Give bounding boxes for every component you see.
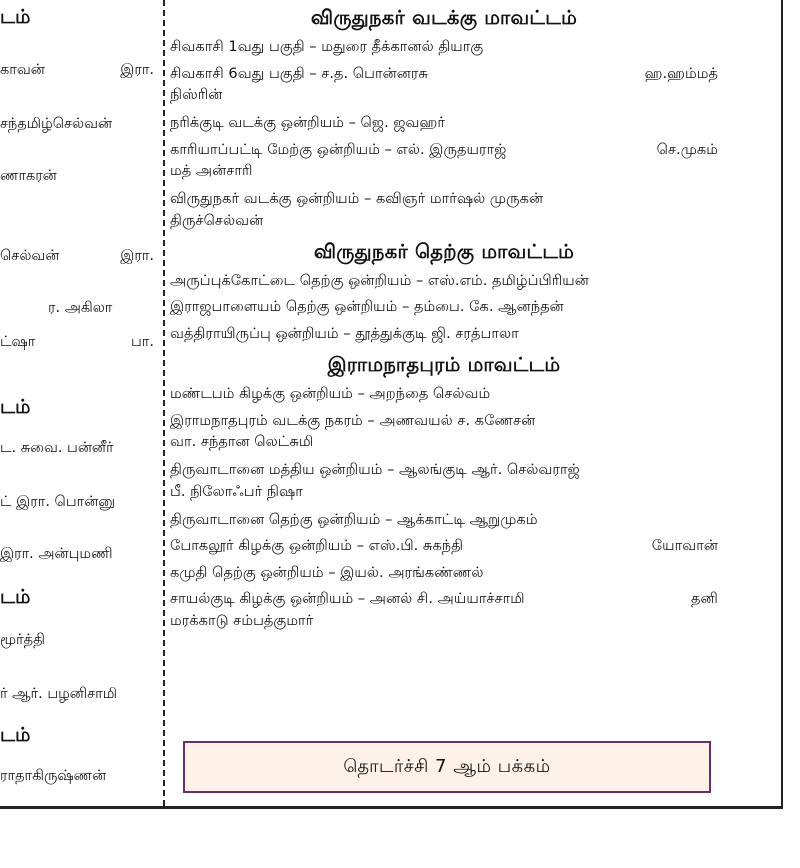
entry-continuation: வா. சந்தான லெட்சுமி (170, 433, 314, 450)
frame-right-border (781, 0, 783, 808)
left-entry-fragment: ர் ஆர். பழனிசாமி (0, 686, 117, 702)
entry-line: விருதுநகர் வடக்கு ஒன்றியம் – கவிஞர் மார்ஷல் முருகன் (170, 190, 544, 207)
entry-line: மண்டபம் கிழக்கு ஒன்றியம் – அறந்தை செல்வம் (170, 385, 491, 402)
entry-row (170, 269, 718, 293)
column-divider (163, 0, 165, 806)
frame-bottom-border (0, 806, 783, 809)
entry-row (170, 534, 718, 558)
entry-line: அருப்புக்கோட்டை தெற்கு ஒன்றியம் – எஸ்.எம். தமிழ்ப்பிரியன் (170, 271, 589, 289)
left-section-heading: டம் (0, 586, 31, 608)
left-entry-fragment: பா. (131, 334, 154, 350)
entry-row (170, 62, 718, 86)
entry-line: இராமநாதபுரம் வடக்கு நகரம் – அணவயல் ச. கணேசன் (170, 411, 536, 429)
entry-row (170, 458, 718, 482)
entry-row (170, 508, 718, 532)
left-entry-fragment: சந்தமிழ்செல்வன் (0, 116, 113, 132)
left-column-cropped (0, 0, 160, 808)
entry-row (170, 35, 718, 59)
entry-row (170, 561, 718, 585)
district-section (170, 351, 718, 634)
section-title: விருதுநகர் தெற்கு மாவட்டம் (313, 239, 575, 263)
left-entry-fragment: மூர்த்தி (0, 632, 45, 648)
district-section (170, 4, 718, 234)
left-entry-fragment: இரா. (120, 248, 154, 264)
left-section-heading: டம் (0, 6, 31, 28)
left-entry-fragment: ர. அகிலா (48, 300, 113, 316)
entry-row (170, 322, 718, 346)
entry-row (170, 138, 718, 162)
entry-row (170, 382, 718, 406)
right-column (170, 0, 718, 640)
entry-line: சிவகாசி 1வது பகுதி – மதுரை தீக்கானல் தியாகு (170, 38, 484, 55)
entry-continuation: திருச்செல்வன் (170, 211, 264, 229)
entry-line: போகலூர் கிழக்கு ஒன்றியம் – எஸ்.பி. சுகந்தி (170, 537, 464, 554)
continuation-text: தொடர்ச்சி 7 ஆம் பக்கம் (343, 755, 551, 777)
left-entry-fragment: ட்ஷா (0, 334, 36, 350)
section-title: இராமநாதபுரம் மாவட்டம் (327, 353, 561, 376)
left-entry-fragment: செல்வன் (0, 248, 60, 264)
entry-line: சிவகாசி 6வது பகுதி – ச.த. பொன்னரசு (170, 64, 428, 82)
left-entry-fragment: இரா. (120, 62, 154, 78)
entry-line: காரியாப்பட்டி மேற்கு ஒன்றியம் – எல். இருதயராஜ் (170, 140, 507, 158)
left-section-heading: டம் (0, 724, 31, 746)
entry-extra-name: ஹ.ஹம்மத் (644, 64, 718, 82)
entry-line: சாயல்குடி கிழக்கு ஒன்றியம் – அனல் சி. அய்யாச்சாமி (170, 590, 525, 607)
entry-continuation: மரக்காடு சம்பத்குமார் (170, 611, 314, 629)
entry-line: நரிக்குடி வடக்கு ஒன்றியம் – ஜெ. ஜவஹர் (170, 114, 446, 131)
left-entry-fragment: இரா. அன்புமணி (0, 546, 113, 562)
entry-continuation: பீ. நிலோஃபர் நிஷா (170, 482, 303, 500)
continuation-box (183, 741, 711, 793)
entry-line: கமுதி தெற்கு ஒன்றியம் – இயல். அரங்கண்ணல் (170, 563, 484, 581)
entry-row (170, 111, 718, 135)
entry-extra-name: யோவான் (651, 537, 718, 554)
entry-line: திருவாடானை தெற்கு ஒன்றியம் – ஆக்காட்டி ஆறுமுகம் (170, 510, 538, 528)
entry-continuation: மத் அன்சாரி (170, 162, 253, 179)
left-entry-fragment: ட. சுவை. பன்னீர் (0, 440, 114, 456)
entry-line: இராஜபாளையம் தெற்கு ஒன்றியம் – தம்பை. கே. ஆனந்தன் (170, 298, 564, 315)
left-entry-fragment: ணாகரன் (0, 168, 57, 184)
section-title: விருதுநகர் வடக்கு மாவட்டம் (310, 6, 578, 29)
entry-row (170, 187, 718, 211)
entry-extra-name: செ.முகம் (656, 140, 718, 158)
left-entry-fragment: காவன் (0, 62, 45, 78)
left-section-heading: டம் (0, 396, 31, 418)
left-entry-fragment: ராதாகிருஷ்ணன் (0, 768, 107, 784)
entry-continuation: நிஸ்ரின் (170, 86, 223, 103)
entry-row (170, 409, 718, 433)
entry-row (170, 295, 718, 319)
entry-extra-name: தனி (691, 590, 718, 607)
entry-line: திருவாடானை மத்திய ஒன்றியம் – ஆலங்குடி ஆர். செல்வராஜ் (170, 461, 580, 478)
district-section (170, 238, 718, 346)
entry-row (170, 587, 718, 611)
left-entry-fragment: ட் இரா. பொன்னு (0, 494, 116, 510)
entry-line: வத்திராயிருப்பு ஒன்றியம் – தூத்துக்குடி ஜி. சரத்பாலா (170, 324, 519, 342)
